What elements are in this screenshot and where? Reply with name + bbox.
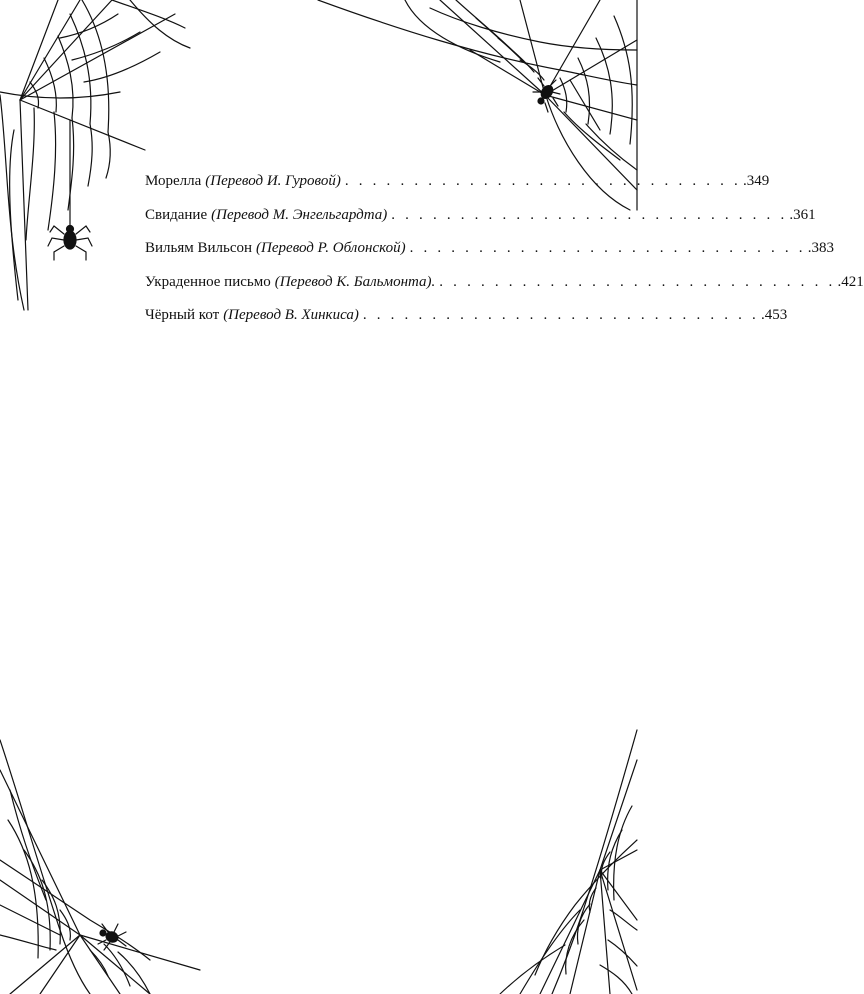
table-of-contents [145, 168, 864, 336]
toc-entry-title: Украденное письмо [145, 273, 271, 290]
toc-entry-translator: (Перевод К. Бальмонта). [274, 273, 436, 290]
spider-icon [98, 924, 126, 950]
toc-page-number: .453 [761, 307, 788, 323]
toc-entry-william-wilson[interactable] [145, 235, 834, 269]
toc-dot-leader: . . . . . . . . . . . . . . . . . . . . . . . . . . . . . [409, 240, 806, 256]
toc-entry-title: Вильям Вильсон [145, 240, 253, 256]
toc-page-number: .421 [837, 273, 864, 290]
spider-web-icon [500, 730, 637, 994]
toc-dot-leader: . . . . . . . . . . . . . . . . . . . . . . . . . . . . . [391, 206, 788, 223]
spider-web-icon [0, 740, 200, 994]
toc-entry-morella[interactable] [145, 168, 770, 202]
toc-entry-purloined-letter[interactable] [145, 269, 864, 303]
toc-entry-translator: (Перевод Р. Облонской) [256, 240, 406, 256]
toc-page-number: .349 [743, 173, 770, 189]
toc-dot-leader: . . . . . . . . . . . . . . . . . . . . . . . . . . . . . [362, 307, 759, 323]
toc-entry-title: Свидание [145, 206, 208, 223]
toc-entry-translator: (Перевод И. Гуровой) [205, 173, 341, 189]
toc-dot-leader: . . . . . . . . . . . . . . . . . . . . . . . . . . . . . [344, 173, 741, 189]
toc-page-number: .361 [789, 206, 816, 223]
toc-page-number: .383 [807, 240, 834, 256]
toc-entry-svidanie[interactable] [145, 202, 816, 236]
toc-entry-translator: (Перевод М. Энгельгардта) [211, 206, 388, 223]
toc-entry-title: Морелла [145, 173, 202, 189]
spider-icon [48, 226, 92, 261]
spider-icon [533, 78, 560, 112]
toc-entry-black-cat[interactable] [145, 302, 788, 336]
toc-entry-title: Чёрный кот [145, 307, 220, 323]
toc-entry-translator: (Перевод В. Хинкиса) [223, 307, 359, 323]
toc-dot-leader: . . . . . . . . . . . . . . . . . . . . . . . . . . . . . [439, 273, 836, 290]
